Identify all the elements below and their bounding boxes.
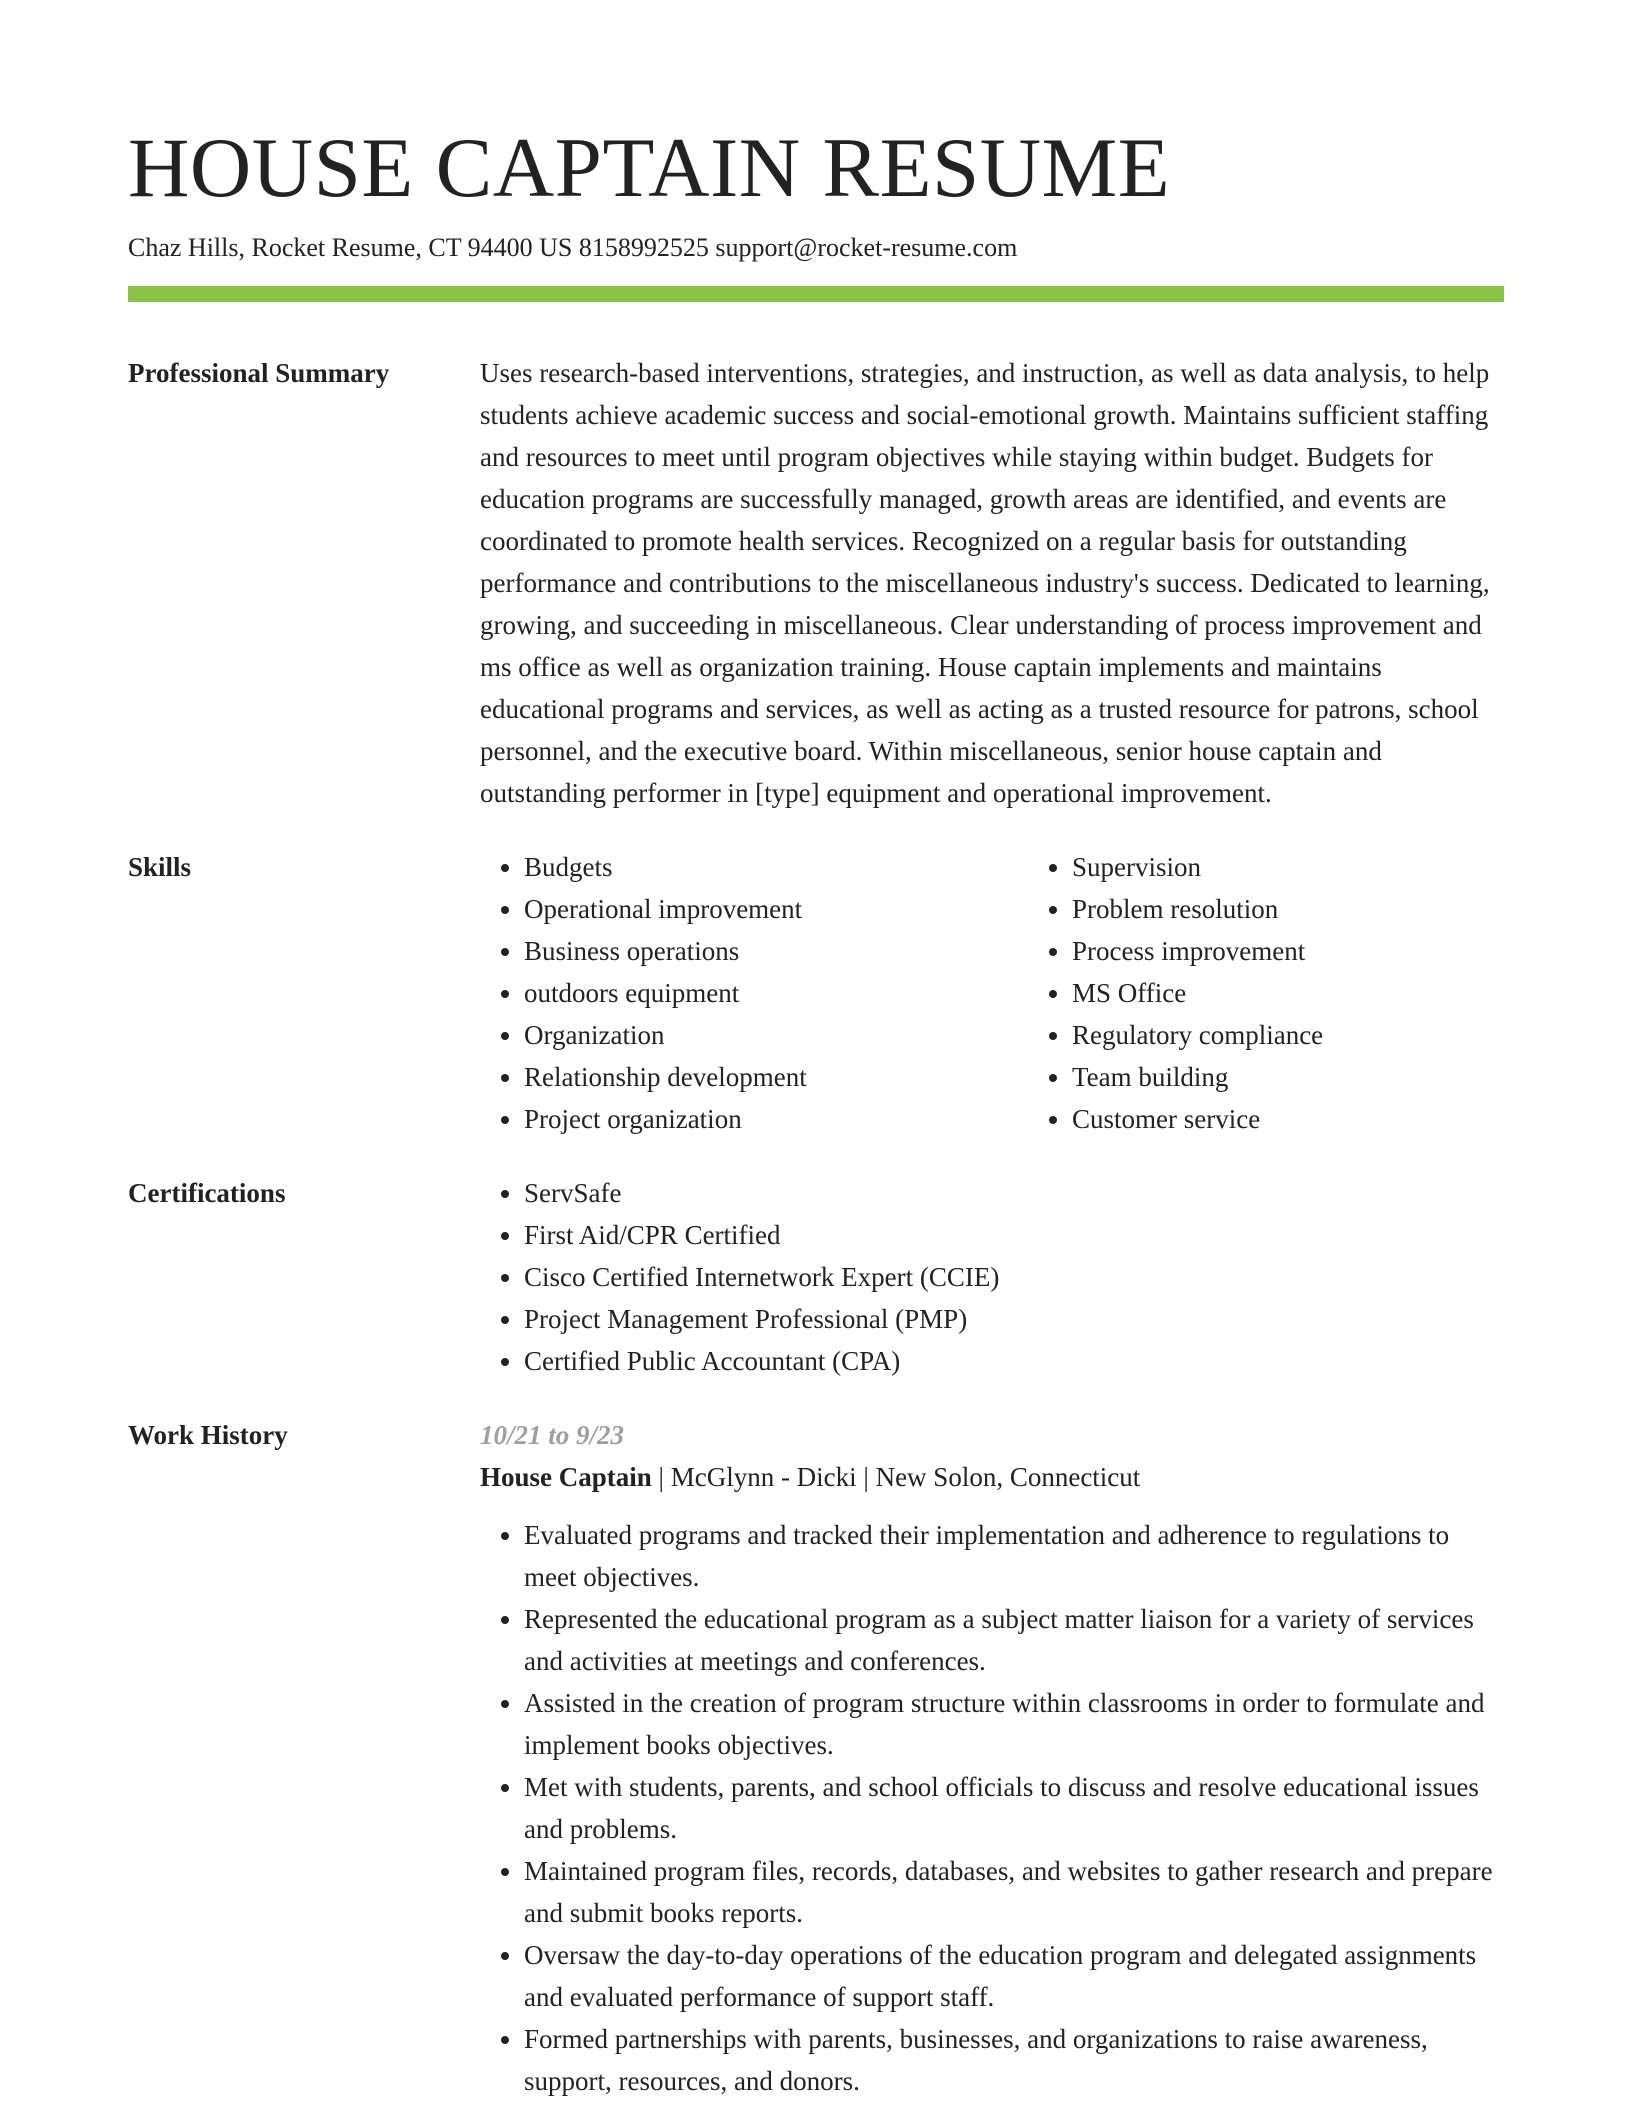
skill-item: • Project organization (524, 1098, 1028, 1140)
work-history-section (128, 1414, 1504, 2102)
certification-item: • ServSafe (524, 1172, 1504, 1214)
resume-title: HOUSE CAPTAIN RESUME (128, 121, 1171, 215)
skill-item: • Operational improvement (524, 888, 1028, 930)
resume-page (128, 118, 1504, 2102)
skill-item: • Relationship development (524, 1056, 1028, 1098)
job-bullet: • Oversaw the day-to-day operations of the education program and delegated assignments and evaluated performance of support staff. (524, 1934, 1504, 2018)
skill-item: • MS Office (1072, 972, 1576, 1014)
certification-item: • Certified Public Accountant (CPA) (524, 1340, 1504, 1382)
skill-item: • Budgets (524, 846, 1028, 888)
job-bullet: • Represented the educational program as a subject matter liaison for a variety of services and activities at meetings and conferences. (524, 1598, 1504, 1682)
certification-item: • Cisco Certified Internetwork Expert (CCIE) (524, 1256, 1504, 1298)
skill-item: • Supervision (1072, 846, 1576, 888)
job-bullets (480, 1514, 1504, 2102)
job-dates: 10/21 to 9/23 (480, 1420, 625, 1450)
job-company: McGlynn - Dicki (670, 1462, 857, 1492)
skill-item: • Problem resolution (1072, 888, 1576, 930)
job-bullet: • Formed partnerships with parents, businesses, and organizations to raise awareness, support, resources, and donors. (524, 2018, 1504, 2102)
certifications-body (480, 1172, 1504, 1382)
header-divider (128, 286, 1504, 302)
summary-heading: Professional Summary (128, 358, 390, 388)
skills-list-left (480, 846, 1028, 1140)
skills-columns (480, 846, 1576, 1140)
job-bullet: • Assisted in the creation of program structure within classrooms in order to formulate and implement books objectives. (524, 1682, 1504, 1766)
job-role: House Captain (480, 1462, 652, 1492)
contact-email: support@rocket-resume.com (715, 233, 1018, 262)
certification-item: • Project Management Professional (PMP) (524, 1298, 1504, 1340)
skills-list-right (1028, 846, 1576, 1140)
skills-heading: Skills (128, 852, 192, 882)
certifications-section (128, 1172, 1504, 1382)
job-separator: | (863, 1462, 876, 1492)
job-separator: | (658, 1462, 671, 1492)
skill-item: • Business operations (524, 930, 1028, 972)
certifications-list (480, 1172, 1504, 1382)
job-bullet: • Met with students, parents, and school officials to discuss and resolve educational issues and problems. (524, 1766, 1504, 1850)
contact-line (128, 230, 1504, 266)
work-history-heading: Work History (128, 1420, 288, 1450)
job-bullet: • Evaluated programs and tracked their implementation and adherence to regulations to meet objectives. (524, 1514, 1504, 1598)
contact-address: Chaz Hills, Rocket Resume, CT 94400 US (128, 233, 573, 262)
certifications-heading: Certifications (128, 1178, 286, 1208)
summary-section (128, 352, 1504, 814)
job-location: New Solon, Connecticut (875, 1462, 1141, 1492)
certification-item: • First Aid/CPR Certified (524, 1214, 1504, 1256)
job-bullet: • Maintained program files, records, databases, and websites to gather research and prepare and submit books reports. (524, 1850, 1504, 1934)
summary-text: Uses research-based interventions, strategies, and instruction, as well as data analysis, to help students achieve academic success and social-emotional growth. Maintains sufficient staffing and resources to meet until program objectives while staying within budget. Budgets for education programs are successfully managed, growth areas are identified, and events are coordinated to promote health services. Recognized on a regular basis for outstanding performance and contributions to the miscellaneous industry's success. Dedicated to learning, growing, and succeeding in miscellaneous. Clear understanding of process improvement and ms office as well as organization training. House captain implements and maintains educational programs and services, as well as acting as a trusted resource for patrons, school personnel, and the executive board. Within miscellaneous, senior house captain and outstanding performer in [type] equipment and operational improvement. (480, 358, 1490, 808)
job-title-line (480, 1456, 1504, 1498)
skill-item: • Regulatory compliance (1072, 1014, 1576, 1056)
skills-section (128, 846, 1504, 1140)
contact-phone: 8158992525 (578, 233, 709, 262)
skill-item: • Team building (1072, 1056, 1576, 1098)
skill-item: • Customer service (1072, 1098, 1576, 1140)
skill-item: • outdoors equipment (524, 972, 1028, 1014)
job-entry (480, 1414, 1504, 2102)
skill-item: • Organization (524, 1014, 1028, 1056)
skill-item: • Process improvement (1072, 930, 1576, 972)
